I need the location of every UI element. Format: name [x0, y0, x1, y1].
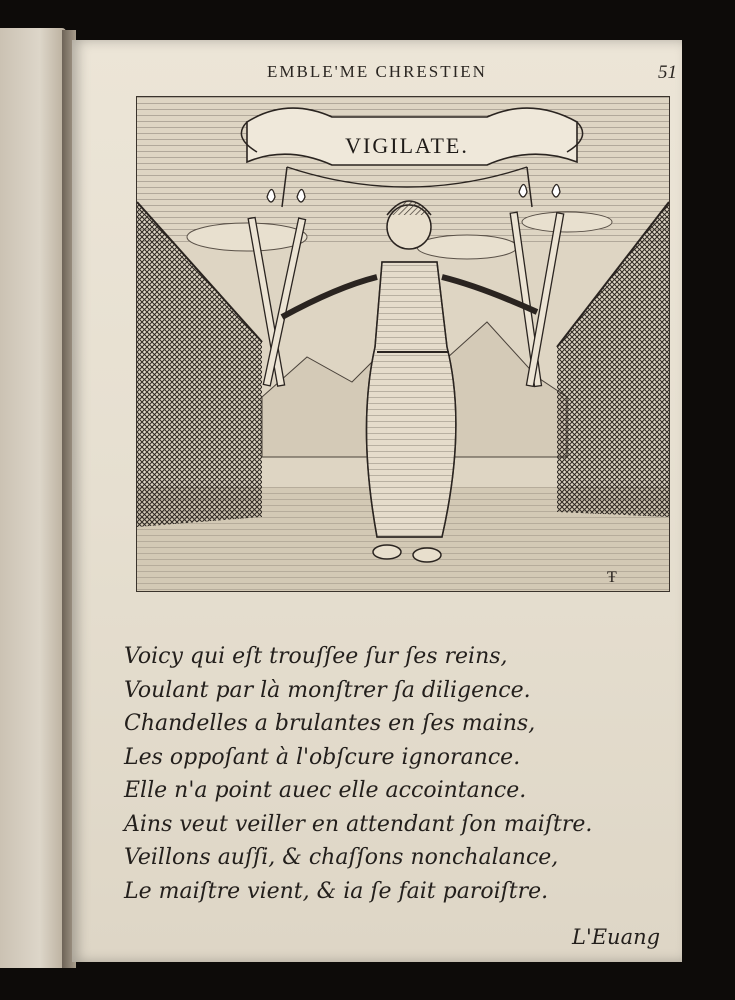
- running-head: EMBLE'ME CHRESTIEN: [267, 62, 487, 81]
- engraver-monogram: Ŧ: [607, 569, 617, 586]
- verse-line: Chandelles a brulantes en ſes mains,: [124, 711, 536, 736]
- verse-line: Ains veut veiller en attendant ſon maiſtre.: [124, 811, 593, 837]
- verse-line: Les oppoſant à l'obſcure ignorance.: [124, 744, 521, 770]
- verse-line: Voicy qui eſt trouſſee ſur ſes reins,: [124, 644, 508, 669]
- book-page: [72, 40, 682, 962]
- facing-page-edge: [0, 28, 66, 968]
- verse-line: Voulant par là monſtrer ſa diligence.: [124, 677, 531, 703]
- verse-block: [124, 640, 654, 908]
- motto-text: VIGILATE.: [345, 133, 469, 158]
- catchword: L'Euang: [572, 925, 661, 949]
- emblem-engraving: [136, 96, 670, 592]
- engraving-illustration: [137, 97, 669, 591]
- verse-line: Veillons auſſi, & chaſſons nonchalance,: [124, 845, 559, 870]
- page-number: 51: [658, 62, 677, 83]
- verse-line: Le maiſtre vient, & ia ſe fait paroiſtre.: [124, 878, 549, 904]
- verse-line: Elle n'a point auec elle accointance.: [124, 778, 527, 803]
